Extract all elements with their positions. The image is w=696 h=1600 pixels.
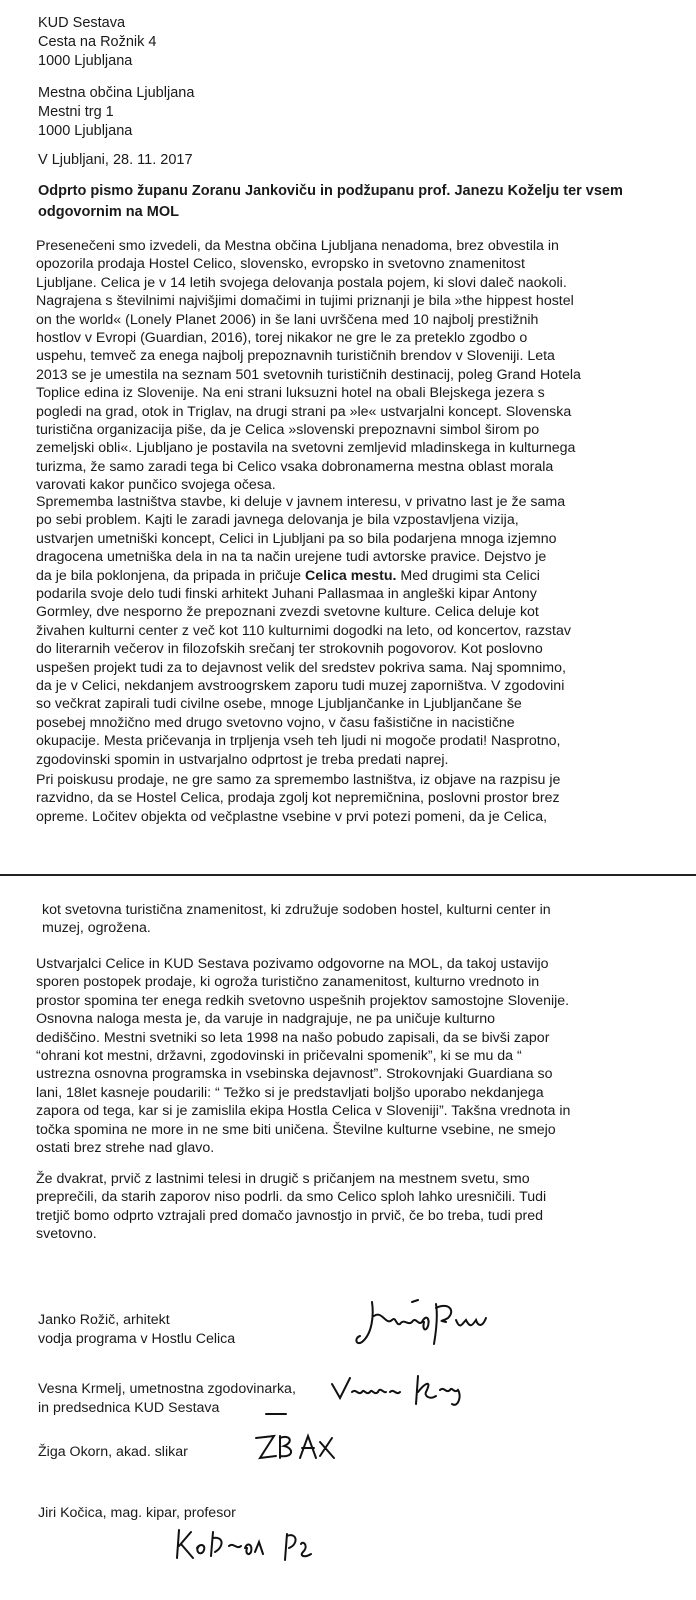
text-line: opozorila prodaja Hostel Celico, slovensko, evropsko in svetovno znamenitost: [36, 256, 525, 273]
text-line: on the world« (Lonely Planet 2006) in še lani uvrščena med 10 najbolj prestižnih: [36, 311, 539, 328]
text-line: zapora od tega, kar si je zamislila ekipa Hostla Celica v Sloveniji”. Takšna vrednota in: [36, 1103, 571, 1120]
paragraph-2: [36, 493, 686, 769]
signatory-4: [38, 1504, 236, 1523]
handwritten-signature: [250, 1428, 350, 1472]
text-line: sporen postopek prodaje, ki ogroža turistično zanamenitost, kulturno vrednoto in: [36, 974, 540, 991]
text-line: pogledi na grad, otok in Triglav, na drugi strani pa »le« ustvarjalni koncept. Slovenska: [36, 403, 572, 420]
text-line: ustrezna osnovna programska in vsebinska dejavnost”. Strokovnjaki Guardiana so: [36, 1066, 553, 1083]
text-line: prostor spomina ter enega redkih svetovno uspešnih projektov samostojne Slovenije.: [36, 992, 570, 1009]
text-line: Ustvarjalci Celice in KUD Sestava pozivamo odgovorne na MOL, da takoj ustavijo: [36, 956, 549, 972]
text-line: posebej množično med drugo svetovno vojno, v času fašistične in nacistične: [36, 714, 515, 731]
text-line: do literarnih večerov in filozofskih srečanj ter strokovnih pogovorov. Kot poslovno: [36, 641, 543, 658]
text-line: Nagrajena s številnimi najvišjimi domačimi in tujimi priznanji je bila »the hippest hostel: [36, 293, 574, 310]
text-line: Presenečeni smo izvedeli, da Mestna občina Ljubljana nenadoma, brez obvestila in: [36, 238, 559, 254]
text-line: turizma, že samo zaradi tega bi Celico vsaka dobronamerna mestna oblast morala: [36, 458, 554, 475]
paragraph-5: [36, 1170, 686, 1244]
text-line-with-bold: [36, 567, 686, 585]
recipient-line: Mestna občina Ljubljana: [38, 85, 195, 101]
text-line: da je v Celici, nekdanjem avstroogrskem zaporu tudi muzej zaporništva. V zgodovini: [36, 678, 565, 695]
text-line: kot svetovna turistična znamenitost, ki združuje sodoben hostel, kulturni center in: [42, 902, 551, 918]
text-line: lani, 18let kasneje poudarili: “ Težko si je predstavljati boljšo uporabo nekdanjega: [36, 1084, 544, 1101]
text-line: podarila svoje delo tudi finski arhitekt Juhani Pallasmaa in angleški kipar Antony: [36, 586, 537, 603]
page-divider: [0, 874, 696, 876]
text-line: točka spomina ne more in ne sme biti uničena. Številne kulturne vsebine, ne smejo: [36, 1121, 556, 1138]
text-fragment: Med drugimi sta Celici: [396, 567, 540, 584]
signatory-line: Vesna Krmelj, umetnostna zgodovinarka,: [38, 1381, 296, 1397]
text-fragment: da je bila poklonjena, da pripada in pričuje: [36, 567, 305, 584]
letter-subject: [38, 181, 678, 223]
recipient-line: Mestni trg 1: [38, 104, 114, 120]
handwritten-signature: [175, 1524, 335, 1574]
paragraph-3-continued: [42, 901, 692, 938]
signature-2: [328, 1370, 488, 1425]
paragraph-4: [36, 955, 686, 1157]
subject-line: Odprto pismo županu Zoranu Jankoviču in podžupanu prof. Janezu Koželju ter vsem: [38, 183, 623, 199]
sender-line: KUD Sestava: [38, 15, 126, 31]
text-line: Pri poiskusu prodaje, ne gre samo za spremembo lastništva, iz objave na razpisu je: [36, 772, 561, 788]
text-line: okupacije. Mesta pričevanja in trpljenja vseh teh ljudi ni mogoče prodati! Nasprotno,: [36, 733, 561, 750]
signature-1: [352, 1296, 502, 1356]
text-line: opreme. Ločitev objekta od večplastne vsebine v prvi potezi pomeni, da je Celica,: [36, 808, 548, 825]
text-line: Ljubljane. Celica je v 14 letih svojega delovanja postala pojem, ki slovi daleč naokoli.: [36, 274, 567, 291]
sender-line: Cesta na Rožnik 4: [38, 34, 157, 50]
signature-3: [250, 1428, 350, 1477]
text-line: ustvarjen umetniški koncept, Celici in Ljubljani pa so bila podarjena mnoga izjemno: [36, 530, 557, 547]
paragraph-1: [36, 237, 686, 495]
text-line: muzej, ogrožena.: [42, 920, 151, 937]
text-line: dediščino. Mestni svetniki so leta 1998 na našo pobudo zapisali, da se bivši zapor: [36, 1029, 550, 1046]
sender-line: 1000 Ljubljana: [38, 53, 133, 69]
signatory-1: [38, 1311, 235, 1349]
text-line: Osnovna naloga mesta je, da varuje in nadgrajuje, ne pa uničuje kulturno: [36, 1011, 496, 1028]
handwritten-signature: [352, 1296, 502, 1351]
letter-date: V Ljubljani, 28. 11. 2017: [38, 152, 193, 168]
recipient-address: [38, 84, 194, 141]
signatory-line: vodja programa v Hostlu Celica: [38, 1331, 236, 1347]
text-line: turistična organizacija piše, da je Celica »slovenski prepoznavni simbol širom po: [36, 422, 540, 439]
text-line: ostati brez strehe nad glavo.: [36, 1140, 215, 1157]
text-line: Že dvakrat, prvič z lastnimi telesi in drugič s pričanjem na mestnem svetu, smo: [36, 1171, 530, 1187]
text-line: hostlov v Evropi (Guardian, 2016), torej nikakor ne gre le za preteklo zgodbo o: [36, 330, 528, 347]
recipient-line: 1000 Ljubljana: [38, 123, 133, 139]
bold-phrase: Celica mestu.: [304, 567, 397, 584]
text-line: uspehu, temveč za enega najbolj prepoznavnih turističnih brendov v Sloveniji. Leta: [36, 348, 555, 365]
text-line: Toplice edina iz Slovenije. Na eni strani luksuzni hotel na obali Blejskega jezera s: [36, 385, 545, 402]
text-line: svetovno.: [36, 1226, 97, 1243]
text-line: Sprememba lastništva stavbe, ki deluje v javnem interesu, v privatno last je že sama: [36, 494, 566, 510]
text-line: razvidno, da se Hostel Celica, prodaja zgolj kot nepremičnina, poslovni prostor brez: [36, 790, 560, 807]
signature-4: [175, 1524, 335, 1579]
signatory-line: Žiga Okorn, akad. slikar: [38, 1444, 188, 1460]
signatory-3: [38, 1443, 188, 1462]
text-line: živahen kulturni center z več kot 110 kulturnimi dogodki na leto, od koncertov, razstav: [36, 622, 571, 639]
text-line: preprečili, da starih zaporov niso podrli. da smo Celico sploh lahko uresničili. Tudi: [36, 1189, 547, 1206]
signatory-line: Jiri Kočica, mag. kipar, profesor: [38, 1505, 236, 1521]
text-line: varovati kakor punčico svojega očesa.: [36, 477, 276, 494]
text-line: zemeljski obli«. Ljubljano je postavila na svetovni zemljevid mladinskega in kulturnega: [36, 440, 576, 457]
text-line: Gormley, dve nesporno že prepoznani zvezdi svetovne kulture. Celica deluje kot: [36, 604, 539, 621]
text-line: so večkrat zapirali tudi civilne osebe, mnoge Ljubljančanke in Ljubljančane še: [36, 696, 522, 713]
sender-address: [38, 14, 156, 71]
signatory-line: in predsednica KUD Sestava: [38, 1400, 220, 1416]
text-line: zgodovinski spomin in ustvarjalno odprtost je treba predati naprej.: [36, 751, 449, 768]
handwritten-signature: [328, 1370, 488, 1420]
text-line: dragocena umetniška dela in na ta način urejene tudi avtorske pravice. Dejstvo je: [36, 549, 547, 566]
signatory-2: [38, 1380, 296, 1418]
paragraph-3: [36, 771, 686, 826]
text-line: uspešen projekt tudi za to dejavnost velik del sredstev pokriva sama. Naj spomnimo,: [36, 659, 566, 676]
text-line: 2013 se je umestila na seznam 501 svetovnih turističnih destinacij, poleg Grand Hotela: [36, 366, 581, 383]
text-line: po sebi problem. Kajti le zaradi javnega delovanja je bila vzpostavljena vizija,: [36, 512, 519, 529]
signatory-line: Janko Rožič, arhitekt: [38, 1312, 170, 1328]
subject-line: odgovornim na MOL: [38, 204, 179, 220]
text-line: tretjič bomo odprto vztrajali pred domačo javnostjo in prvič, če bo treba, tudi pred: [36, 1207, 544, 1224]
text-line: “ohrani kot mestni, državni, zgodovinski in pričevalni spomenik”, ki se mu da “: [36, 1048, 522, 1065]
